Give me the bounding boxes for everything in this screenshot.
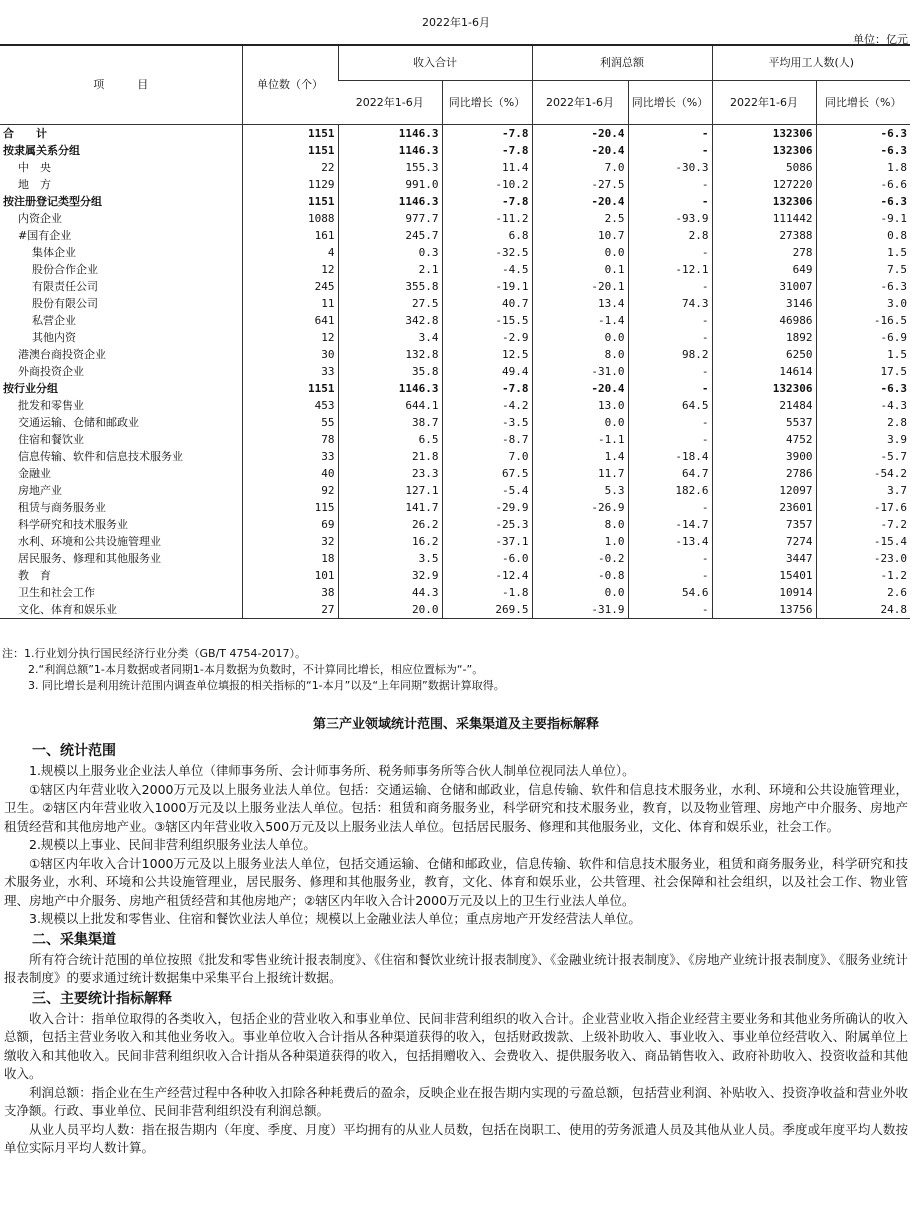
header-avg-workers: 平均用工人数(人): [712, 45, 910, 81]
cell-units-count: 92: [242, 482, 338, 499]
cell-item-name: 地 方: [18, 178, 51, 191]
cell-avg-workers: 10914: [712, 584, 816, 601]
cell-revenue-yoy: 11.4: [442, 159, 532, 176]
table-body: [0, 125, 910, 619]
cell-profit-yoy: -14.7: [628, 516, 712, 533]
cell-avg-workers-yoy: -5.7: [816, 448, 910, 465]
cell-units-count: 30: [242, 346, 338, 363]
cell-revenue-yoy: 49.4: [442, 363, 532, 380]
cell-profit-yoy: 182.6: [628, 482, 712, 499]
cell-revenue-yoy: -3.5: [442, 414, 532, 431]
cell-profit: -20.4: [532, 380, 628, 397]
cell-profit: -20.4: [532, 142, 628, 159]
table-row: [0, 516, 910, 533]
cell-item-name: 私营企业: [32, 314, 76, 327]
cell-revenue-yoy: -10.2: [442, 176, 532, 193]
cell-profit-yoy: -18.4: [628, 448, 712, 465]
cell-avg-workers-yoy: -15.4: [816, 533, 910, 550]
cell-units-count: 1129: [242, 176, 338, 193]
cell-units-count: 1151: [242, 193, 338, 210]
table-row: [0, 159, 910, 176]
cell-revenue-yoy: 12.5: [442, 346, 532, 363]
cell-avg-workers: 23601: [712, 499, 816, 516]
table-row: [0, 295, 910, 312]
cell-profit: 2.5: [532, 210, 628, 227]
cell-avg-workers-yoy: 2.6: [816, 584, 910, 601]
cell-avg-workers-yoy: 0.8: [816, 227, 910, 244]
cell-profit-yoy: 54.6: [628, 584, 712, 601]
cell-revenue: 20.0: [338, 601, 442, 619]
paragraph: 收入合计：指单位取得的各类收入，包括企业的营业收入和事业单位、民间非营利组织的收入合计。企业营业收入指企业经营主要业务和其他业务所确认的收入总额，包括主营业务收入和其他业务收入。事业单位收入合计指从各种渠道获得的收入，包括财政拨款、上级补助收入、事业收入、事业单位经营收入、附属单位上缴收入和其他收入。民间非营利组织收入合计指从各种渠道获得的收入，包括捐赠收入、会费收入、提供服务收入、商品销售收入、政府补助收入、投资收益和其他收入。: [4, 1010, 908, 1081]
table-row: [0, 210, 910, 227]
report-period: 2022年1-6月: [422, 16, 490, 29]
cell-profit-yoy: -93.9: [628, 210, 712, 227]
cell-revenue-yoy: -15.5: [442, 312, 532, 329]
cell-revenue-yoy: -7.8: [442, 193, 532, 210]
cell-revenue: 991.0: [338, 176, 442, 193]
table-row: [0, 397, 910, 414]
cell-avg-workers: 2786: [712, 465, 816, 482]
cell-item-name: #国有企业: [18, 229, 72, 242]
table-row: [0, 448, 910, 465]
cell-item-name: 交通运输、仓储和邮政业: [18, 416, 139, 429]
cell-profit: 10.7: [532, 227, 628, 244]
cell-avg-workers-yoy: -6.9: [816, 329, 910, 346]
table-row: [0, 567, 910, 584]
header-item: 项 目: [0, 45, 242, 125]
cell-avg-workers: 3146: [712, 295, 816, 312]
cell-item-name: 内资企业: [18, 212, 62, 225]
cell-item-name: 住宿和餐饮业: [18, 433, 84, 446]
cell-profit: 0.0: [532, 584, 628, 601]
cell-profit-yoy: -: [628, 567, 712, 584]
cell-units-count: 453: [242, 397, 338, 414]
cell-units-count: 32: [242, 533, 338, 550]
cell-item-name: 股份有限公司: [32, 297, 98, 310]
cell-units-count: 115: [242, 499, 338, 516]
cell-avg-workers-yoy: -6.3: [816, 142, 910, 159]
cell-avg-workers: 15401: [712, 567, 816, 584]
paragraph: 3.规模以上批发和零售业、住宿和餐饮业法人单位；规模以上金融业法人单位；重点房地产开发经营法人单位。: [29, 911, 641, 926]
cell-avg-workers: 127220: [712, 176, 816, 193]
cell-revenue: 35.8: [338, 363, 442, 380]
cell-item-name: 文化、体育和娱乐业: [0, 601, 242, 619]
cell-avg-workers: 14614: [712, 363, 816, 380]
cell-item-name: 股份合作企业: [32, 263, 98, 276]
table-row: [0, 142, 910, 159]
cell-profit-yoy: -: [628, 125, 712, 143]
cell-profit-yoy: -: [628, 380, 712, 397]
cell-avg-workers: 21484: [712, 397, 816, 414]
cell-avg-workers-yoy: -6.6: [816, 176, 910, 193]
cell-avg-workers-yoy: -7.2: [816, 516, 910, 533]
cell-revenue: 6.5: [338, 431, 442, 448]
header-period: 2022年1-6月: [338, 81, 442, 125]
cell-avg-workers-yoy: -6.3: [816, 278, 910, 295]
table-row: [0, 380, 910, 397]
cell-revenue-yoy: -4.2: [442, 397, 532, 414]
cell-profit: 11.7: [532, 465, 628, 482]
cell-units-count: 1151: [242, 142, 338, 159]
cell-revenue: 0.3: [338, 244, 442, 261]
cell-units-count: 12: [242, 261, 338, 278]
cell-avg-workers-yoy: 1.5: [816, 244, 910, 261]
cell-revenue: 3.5: [338, 550, 442, 567]
cell-revenue-yoy: -19.1: [442, 278, 532, 295]
table-row: [0, 193, 910, 210]
table-row: [0, 584, 910, 601]
cell-revenue: 644.1: [338, 397, 442, 414]
cell-revenue-yoy: -4.5: [442, 261, 532, 278]
cell-profit: 8.0: [532, 346, 628, 363]
header-units-count: 单位数（个）: [242, 45, 338, 125]
cell-profit: 0.0: [532, 414, 628, 431]
cell-profit-yoy: -: [628, 414, 712, 431]
cell-avg-workers-yoy: -17.6: [816, 499, 910, 516]
cell-revenue: 16.2: [338, 533, 442, 550]
cell-avg-workers: 12097: [712, 482, 816, 499]
cell-profit-yoy: -: [628, 312, 712, 329]
cell-avg-workers: 46986: [712, 312, 816, 329]
table-row: [0, 176, 910, 193]
cell-profit: -26.9: [532, 499, 628, 516]
cell-item-name: 房地产业: [18, 484, 62, 497]
cell-profit: 0.1: [532, 261, 628, 278]
unit-label: 单位：亿元: [853, 33, 908, 46]
cell-item-name: 教 育: [18, 569, 51, 582]
header-profit: 利润总额: [532, 45, 712, 81]
cell-avg-workers: 3447: [712, 550, 816, 567]
cell-revenue: 2.1: [338, 261, 442, 278]
cell-avg-workers: 132306: [712, 193, 816, 210]
cell-item-name: 批发和零售业: [18, 399, 84, 412]
cell-revenue: 141.7: [338, 499, 442, 516]
cell-avg-workers: 7274: [712, 533, 816, 550]
cell-item-name: 信息传输、软件和信息技术服务业: [18, 450, 183, 463]
cell-avg-workers-yoy: 3.0: [816, 295, 910, 312]
cell-units-count: 641: [242, 312, 338, 329]
cell-revenue: 1146.3: [338, 380, 442, 397]
cell-avg-workers: 278: [712, 244, 816, 261]
cell-profit-yoy: 74.3: [628, 295, 712, 312]
cell-item-name: 水利、环境和公共设施管理业: [18, 535, 161, 548]
paragraph: 从业人员平均人数：指在报告期内（年度、季度、月度）平均拥有的从业人员数，包括在岗职工、使用的劳务派遣人员及其他从业人员。季度或年度平均人数按单位实际月平均人数计算。: [4, 1121, 908, 1155]
cell-revenue-yoy: -2.9: [442, 329, 532, 346]
cell-avg-workers-yoy: -9.1: [816, 210, 910, 227]
cell-profit: 8.0: [532, 516, 628, 533]
header-period: 2022年1-6月: [712, 81, 816, 125]
header-yoy: 同比增长（%）: [442, 81, 532, 125]
cell-units-count: 101: [242, 567, 338, 584]
cell-profit-yoy: -: [628, 278, 712, 295]
cell-profit: 0.0: [532, 244, 628, 261]
cell-avg-workers: 111442: [712, 210, 816, 227]
cell-profit: -31.0: [532, 363, 628, 380]
cell-avg-workers: 27388: [712, 227, 816, 244]
paragraph: 2.规模以上事业、民间非营利组织服务业法人单位。: [29, 837, 316, 852]
cell-revenue: 44.3: [338, 584, 442, 601]
cell-revenue-yoy: -12.4: [442, 567, 532, 584]
table-row: [0, 261, 910, 278]
table-row: [0, 550, 910, 567]
cell-item-name: 集体企业: [32, 246, 76, 259]
cell-profit-yoy: -: [628, 244, 712, 261]
cell-profit-yoy: -: [628, 193, 712, 210]
cell-avg-workers-yoy: 7.5: [816, 261, 910, 278]
cell-revenue: 1146.3: [338, 125, 442, 143]
cell-units-count: 40: [242, 465, 338, 482]
cell-units-count: 4: [242, 244, 338, 261]
cell-profit: 7.0: [532, 159, 628, 176]
cell-profit: 1.0: [532, 533, 628, 550]
paragraph: ①辖区内年收入合计1000万元及以上服务业法人单位，包括交通运输、仓储和邮政业，信息传输、软件和信息技术服务业，租赁和商务服务业，科学研究和技术服务业，水利、环境和公共设施管理业，居民服务、修理和其他服务业，教育，文化、体育和娱乐业，公共管理、社会保障和社会组织，以及社会工作、物业管理、房地产中介服务、房地产租赁经营和其他房地产；②辖区内年收入合计2000万元及以上的卫生行业法人单位。: [4, 855, 908, 908]
cell-revenue: 355.8: [338, 278, 442, 295]
cell-revenue: 32.9: [338, 567, 442, 584]
cell-avg-workers-yoy: -54.2: [816, 465, 910, 482]
table-row: [0, 465, 910, 482]
cell-units-count: 12: [242, 329, 338, 346]
cell-profit: -20.4: [532, 125, 628, 143]
cell-avg-workers: 4752: [712, 431, 816, 448]
cell-revenue: 26.2: [338, 516, 442, 533]
cell-profit: 0.0: [532, 329, 628, 346]
cell-revenue-yoy: -29.9: [442, 499, 532, 516]
cell-profit: 5.3: [532, 482, 628, 499]
cell-profit: -20.4: [532, 193, 628, 210]
cell-units-count: 1088: [242, 210, 338, 227]
cell-profit-yoy: -12.1: [628, 261, 712, 278]
cell-avg-workers: 649: [712, 261, 816, 278]
cell-units-count: 38: [242, 584, 338, 601]
cell-avg-workers-yoy: 17.5: [816, 363, 910, 380]
cell-avg-workers: 5086: [712, 159, 816, 176]
cell-profit-yoy: -: [628, 601, 712, 619]
cell-profit-yoy: -: [628, 499, 712, 516]
cell-revenue-yoy: 67.5: [442, 465, 532, 482]
cell-revenue-yoy: -8.7: [442, 431, 532, 448]
cell-units-count: 1151: [242, 380, 338, 397]
header-yoy: 同比增长（%）: [628, 81, 712, 125]
header-yoy: 同比增长（%）: [816, 81, 910, 125]
table-row: [0, 414, 910, 431]
cell-revenue: 38.7: [338, 414, 442, 431]
header-revenue: 收入合计: [338, 45, 532, 81]
cell-item-name: 外商投资企业: [18, 365, 84, 378]
cell-revenue: 132.8: [338, 346, 442, 363]
cell-item-name: 其他内资: [32, 331, 76, 344]
header-period: 2022年1-6月: [532, 81, 628, 125]
note-line: 注：1.行业划分执行国民经济行业分类（GB/T 4754-2017）。: [2, 647, 306, 660]
cell-profit: 13.4: [532, 295, 628, 312]
note-line: 2.“利润总额”1-本月数据或者同期1-本月数据为负数时，不计算同比增长，相应位置标为“-”。: [28, 663, 484, 676]
cell-avg-workers-yoy: -1.2: [816, 567, 910, 584]
cell-item-name: 合 计: [3, 127, 47, 140]
cell-units-count: 33: [242, 363, 338, 380]
cell-profit: 13.0: [532, 397, 628, 414]
table-row: [0, 312, 910, 329]
table-row: [0, 329, 910, 346]
cell-revenue-yoy: -32.5: [442, 244, 532, 261]
cell-units-count: 245: [242, 278, 338, 295]
cell-item-name: 金融业: [18, 467, 51, 480]
cell-avg-workers-yoy: -23.0: [816, 550, 910, 567]
cell-avg-workers-yoy: -6.3: [816, 125, 910, 143]
cell-revenue-yoy: -37.1: [442, 533, 532, 550]
cell-avg-workers: 1892: [712, 329, 816, 346]
cell-avg-workers: 13756: [712, 601, 816, 619]
cell-avg-workers-yoy: -16.5: [816, 312, 910, 329]
cell-units-count: 18: [242, 550, 338, 567]
cell-units-count: 22: [242, 159, 338, 176]
cell-revenue-yoy: 269.5: [442, 601, 532, 619]
section-heading: 三、主要统计指标解释: [32, 990, 172, 1007]
cell-profit-yoy: -: [628, 329, 712, 346]
cell-revenue-yoy: -5.4: [442, 482, 532, 499]
cell-item-name: 卫生和社会工作: [18, 586, 95, 599]
cell-units-count: 69: [242, 516, 338, 533]
cell-revenue-yoy: -7.8: [442, 125, 532, 143]
cell-avg-workers-yoy: 1.8: [816, 159, 910, 176]
cell-avg-workers-yoy: -4.3: [816, 397, 910, 414]
cell-profit-yoy: -: [628, 142, 712, 159]
cell-units-count: 11: [242, 295, 338, 312]
table-row: [0, 499, 910, 516]
cell-profit-yoy: -: [628, 550, 712, 567]
table-row: [0, 601, 910, 619]
cell-revenue-yoy: -6.0: [442, 550, 532, 567]
table-row: [0, 227, 910, 244]
cell-revenue: 245.7: [338, 227, 442, 244]
cell-profit: -1.1: [532, 431, 628, 448]
cell-revenue: 155.3: [338, 159, 442, 176]
cell-profit-yoy: 2.8: [628, 227, 712, 244]
cell-item-name: 居民服务、修理和其他服务业: [18, 552, 161, 565]
cell-revenue: 27.5: [338, 295, 442, 312]
cell-revenue: 127.1: [338, 482, 442, 499]
cell-revenue: 1146.3: [338, 193, 442, 210]
cell-profit-yoy: -: [628, 176, 712, 193]
cell-revenue-yoy: -25.3: [442, 516, 532, 533]
table-row: [0, 431, 910, 448]
cell-item-name: 按注册登记类型分组: [3, 195, 102, 208]
explanation-document: [0, 716, 912, 1158]
cell-revenue-yoy: -7.8: [442, 142, 532, 159]
cell-profit-yoy: -13.4: [628, 533, 712, 550]
cell-avg-workers: 31007: [712, 278, 816, 295]
cell-item-name: 按隶属关系分组: [3, 144, 80, 157]
cell-avg-workers-yoy: 24.8: [816, 601, 910, 619]
statistics-table: [0, 44, 910, 619]
table-header: [0, 45, 910, 125]
cell-revenue: 23.3: [338, 465, 442, 482]
cell-profit-yoy: -30.3: [628, 159, 712, 176]
cell-item-name: 有限责任公司: [32, 280, 98, 293]
cell-profit-yoy: 64.7: [628, 465, 712, 482]
cell-revenue: 3.4: [338, 329, 442, 346]
table-notes: [2, 646, 908, 694]
cell-item-name: 按行业分组: [3, 382, 58, 395]
cell-profit: -20.1: [532, 278, 628, 295]
cell-item-name: 中 央: [18, 161, 51, 174]
section-heading: 二、采集渠道: [32, 931, 116, 948]
cell-profit: 1.4: [532, 448, 628, 465]
cell-profit-yoy: -: [628, 431, 712, 448]
table-row: [0, 363, 910, 380]
cell-avg-workers: 132306: [712, 380, 816, 397]
cell-avg-workers-yoy: 3.7: [816, 482, 910, 499]
cell-units-count: 27: [242, 601, 338, 619]
cell-item-name: 租赁与商务服务业: [18, 501, 106, 514]
cell-profit: -31.9: [532, 601, 628, 619]
cell-avg-workers: 132306: [712, 125, 816, 143]
cell-profit: -27.5: [532, 176, 628, 193]
paragraph: 利润总额：指企业在生产经营过程中各种收入扣除各种耗费后的盈余，反映企业在报告期内实现的亏盈总额，包括营业利润、补贴收入、投资净收益和营业外收支净额。行政、事业单位、民间非营利组织没有利润总额。: [4, 1084, 908, 1118]
cell-avg-workers: 132306: [712, 142, 816, 159]
cell-avg-workers-yoy: 2.8: [816, 414, 910, 431]
cell-item-name: 港澳台商投资企业: [18, 348, 106, 361]
note-line: 3. 同比增长是利用统计范围内调查单位填报的相关指标的“1-本月”以及“上年同期”数据计算取得。: [28, 679, 505, 692]
cell-revenue-yoy: 7.0: [442, 448, 532, 465]
table-row: [0, 278, 910, 295]
paragraph: 1.规模以上服务业企业法人单位（律师事务所、会计师事务所、税务师事务所等合伙人制单位视同法人单位）。: [29, 763, 635, 778]
cell-revenue: 1146.3: [338, 142, 442, 159]
cell-units-count: 33: [242, 448, 338, 465]
cell-item-name: 科学研究和技术服务业: [18, 518, 128, 531]
cell-avg-workers-yoy: -6.3: [816, 380, 910, 397]
section-heading: 一、统计范围: [32, 743, 116, 759]
cell-profit: -0.2: [532, 550, 628, 567]
paragraph: ①辖区内年营业收入2000万元及以上服务业法人单位。包括：交通运输、仓储和邮政业，信息传输、软件和信息技术服务业，水利、环境和公共设施管理业，卫生。②辖区内年营业收入1000万元及以上服务业法人单位。包括：租赁和商务服务业，科学研究和技术服务业，教育，以及物业管理、房地产中介服务、房地产租赁经营和其他房地产业。③辖区内年营业收入500万元及以上服务业法人单位。包括居民服务、修理和其他服务业，文化、体育和娱乐业，社会工作。: [4, 781, 908, 834]
cell-units-count: 161: [242, 227, 338, 244]
cell-avg-workers-yoy: 1.5: [816, 346, 910, 363]
cell-avg-workers: 6250: [712, 346, 816, 363]
cell-avg-workers: 7357: [712, 516, 816, 533]
table-row: [0, 125, 910, 143]
cell-avg-workers-yoy: -6.3: [816, 193, 910, 210]
cell-revenue-yoy: -1.8: [442, 584, 532, 601]
cell-avg-workers: 3900: [712, 448, 816, 465]
cell-profit: -0.8: [532, 567, 628, 584]
table-row: [0, 482, 910, 499]
cell-avg-workers: 5537: [712, 414, 816, 431]
cell-avg-workers-yoy: 3.9: [816, 431, 910, 448]
cell-revenue-yoy: -11.2: [442, 210, 532, 227]
cell-revenue: 977.7: [338, 210, 442, 227]
cell-profit: -1.4: [532, 312, 628, 329]
cell-profit-yoy: -: [628, 363, 712, 380]
cell-units-count: 1151: [242, 125, 338, 143]
table-row: [0, 533, 910, 550]
paragraph: 所有符合统计范围的单位按照《批发和零售业统计报表制度》、《住宿和餐饮业统计报表制度》、《金融业统计报表制度》、《房地产业统计报表制度》、《服务业统计报表制度》的要求通过统计数据集中采集平台上报统计数据。: [4, 951, 908, 985]
table-row: [0, 244, 910, 261]
cell-revenue-yoy: 40.7: [442, 295, 532, 312]
cell-revenue: 342.8: [338, 312, 442, 329]
cell-revenue-yoy: -7.8: [442, 380, 532, 397]
cell-profit-yoy: 98.2: [628, 346, 712, 363]
cell-revenue-yoy: 6.8: [442, 227, 532, 244]
cell-units-count: 78: [242, 431, 338, 448]
cell-units-count: 55: [242, 414, 338, 431]
document-title: 第三产业领域统计范围、采集渠道及主要指标解释: [312, 717, 599, 732]
cell-revenue: 21.8: [338, 448, 442, 465]
cell-profit-yoy: 64.5: [628, 397, 712, 414]
table-row: [0, 346, 910, 363]
